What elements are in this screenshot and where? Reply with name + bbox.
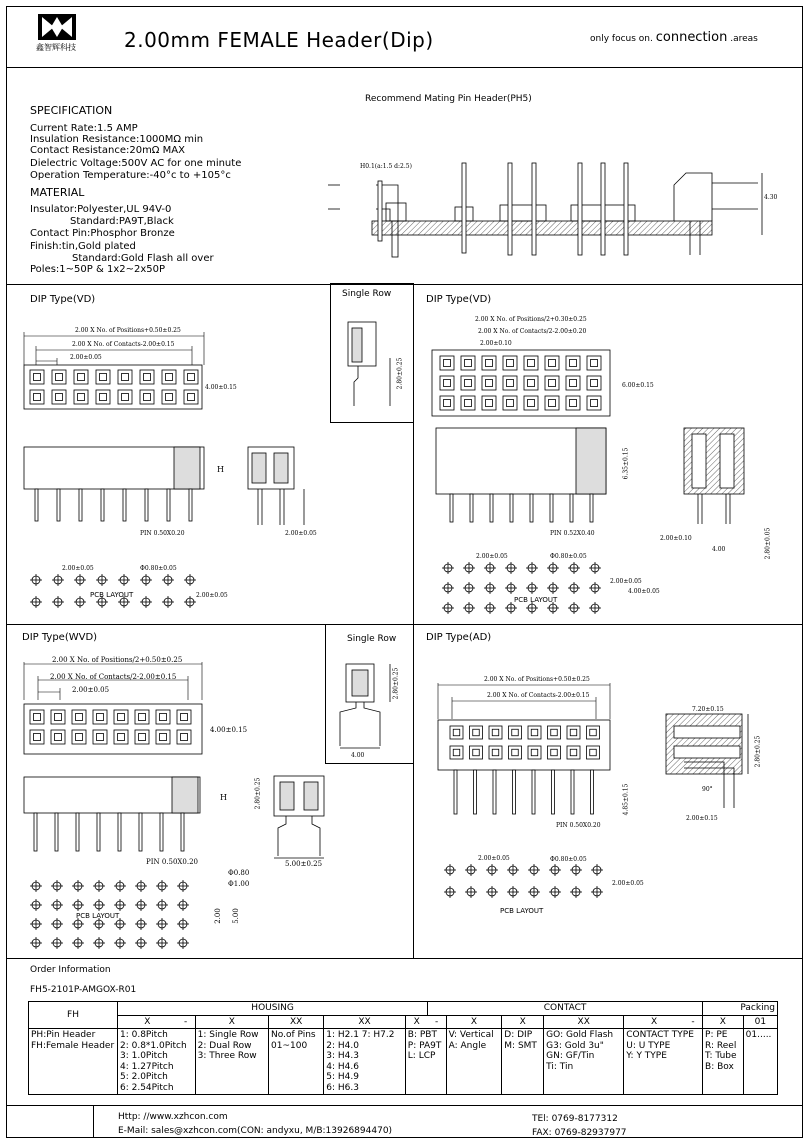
vd-right-top-view bbox=[432, 350, 612, 420]
dim-label: PIN 0.50X0.20 bbox=[556, 822, 601, 829]
contact-cell bbox=[489, 726, 502, 739]
mating-drawing bbox=[328, 155, 778, 265]
dim-label: 2.00 X No. of Positions+0.50±0.25 bbox=[75, 327, 181, 334]
code-cell: X bbox=[405, 1015, 427, 1029]
code-cell: 01 bbox=[743, 1015, 777, 1029]
contact-cell bbox=[524, 356, 538, 370]
contact-cell bbox=[114, 710, 128, 724]
dim-label: 2.00 X No. of Contacts/2-2.00±0.20 bbox=[478, 328, 587, 335]
pin bbox=[591, 770, 594, 814]
contact-cell bbox=[72, 710, 86, 724]
vd-left-top-view bbox=[24, 365, 204, 410]
contact-cell bbox=[587, 396, 601, 410]
code-cell: XX bbox=[324, 1015, 406, 1029]
contact-cell bbox=[52, 370, 66, 384]
option-cell: 1: H2.1 7: H7.2 2: H4.0 3: H4.3 4: H4.6 5: H4.9 6: H6.3 bbox=[324, 1029, 406, 1095]
code-cell: - bbox=[428, 1015, 447, 1029]
dim-label: 2.00±0.05 bbox=[196, 592, 228, 599]
pin bbox=[513, 770, 516, 814]
contact-cell bbox=[566, 376, 580, 390]
option-cell: B: PBT P: PA9T L: LCP bbox=[405, 1029, 446, 1095]
dim-label: 6.35±0.15 bbox=[622, 447, 630, 480]
contact-cell bbox=[72, 730, 86, 744]
telephone: TEl: 0769-8177312 bbox=[532, 1114, 618, 1124]
option-cell: 1: Single Row 2: Dual Row 3: Three Row bbox=[195, 1029, 268, 1095]
dim-label: 2.00 X No. of Contacts/2-2.00±0.15 bbox=[50, 673, 177, 681]
dim-label: 2.80±0.05 bbox=[764, 527, 772, 560]
option-cell: 1: 0.8Pitch 2: 0.8*1.0Pitch 3: 1.0Pitch 4: 1.27Pitch 5: 2.0Pitch 6: 2.54Pitch bbox=[118, 1029, 196, 1095]
dim-label: 2.80±0.25 bbox=[254, 777, 262, 810]
pin bbox=[493, 770, 496, 814]
pin bbox=[510, 494, 513, 522]
spec-line: Contact Resistance:20mΩ MAX bbox=[30, 145, 185, 156]
contact-cell bbox=[74, 390, 88, 404]
code-cell: X bbox=[446, 1015, 502, 1029]
contact-cell bbox=[567, 726, 580, 739]
contact-cell bbox=[118, 370, 132, 384]
option-cell: GO: Gold Flash G3: Gold 3u" GN: GF/Tin Ti: Tin bbox=[544, 1029, 624, 1095]
contact-cell bbox=[567, 746, 580, 759]
dim-label: 4.00 bbox=[712, 546, 726, 553]
pin bbox=[57, 489, 60, 521]
dim-label: 2.00±0.05 bbox=[72, 686, 110, 694]
ad-front-view bbox=[438, 720, 618, 820]
dim-label: 2.00±0.05 bbox=[612, 880, 644, 887]
contact-cell bbox=[587, 376, 601, 390]
wvd-top-view bbox=[24, 700, 204, 760]
pin bbox=[590, 494, 593, 522]
order-code: FH5-2101P-AMGOX-R01 bbox=[30, 985, 137, 995]
pin bbox=[571, 770, 574, 814]
contact-cell bbox=[528, 746, 541, 759]
contact-cell bbox=[30, 710, 44, 724]
tagline-end: .areas bbox=[730, 34, 758, 44]
vd-left-dimension-lines bbox=[24, 330, 214, 370]
contact-header: CONTACT bbox=[428, 1002, 703, 1016]
contact-cell bbox=[30, 390, 44, 404]
wvd-side-view bbox=[24, 775, 204, 855]
contact-cell bbox=[509, 746, 522, 759]
section-title: DIP Type(VD) bbox=[426, 294, 492, 305]
dim-label: 4.00±0.05 bbox=[628, 588, 660, 595]
contact-cell bbox=[461, 376, 475, 390]
ad-pcb bbox=[442, 862, 612, 902]
pcb-label: PCB LAYOUT bbox=[90, 591, 134, 599]
contact-cell bbox=[135, 730, 149, 744]
code-cell: XX bbox=[544, 1015, 624, 1029]
contact-cell bbox=[548, 726, 561, 739]
order-table bbox=[28, 1001, 778, 1095]
dim-label: H bbox=[220, 793, 227, 802]
dim-label: 7.20±0.15 bbox=[692, 706, 724, 713]
contact-cell bbox=[503, 356, 517, 370]
pin bbox=[490, 494, 493, 522]
pin bbox=[55, 813, 58, 851]
contact-cell bbox=[30, 730, 44, 744]
contact-cell bbox=[177, 710, 191, 724]
contact-cell bbox=[524, 396, 538, 410]
contact-cell bbox=[461, 396, 475, 410]
pin bbox=[123, 489, 126, 521]
dim-label: 2.00 X No. of Contacts-2.00±0.15 bbox=[487, 692, 590, 699]
packing-header: Packing bbox=[703, 1002, 778, 1016]
pin bbox=[145, 489, 148, 521]
pcb-label: PCB LAYOUT bbox=[514, 596, 558, 604]
mating-dim: 4.30 bbox=[764, 194, 778, 201]
contact-cell bbox=[162, 390, 176, 404]
contact-cell bbox=[524, 376, 538, 390]
spec-heading: SPECIFICATION bbox=[30, 104, 113, 117]
contact-cell bbox=[135, 710, 149, 724]
order-heading: Order Information bbox=[30, 965, 111, 975]
wvd-end-view bbox=[270, 772, 340, 862]
option-cell: P: PE R: Reel T: Tube B: Box bbox=[703, 1029, 744, 1095]
code-cell: - bbox=[177, 1015, 196, 1029]
option-cell: CONTACT TYPE U: U TYPE Y: Y TYPE bbox=[624, 1029, 703, 1095]
contact-cell bbox=[140, 370, 154, 384]
dim-label: 2.00 X No. of Positions/2+0.30±0.25 bbox=[475, 316, 587, 323]
material-line: Finish:tin,Gold plated bbox=[30, 241, 136, 252]
dim-label: PIN 0.50X0.20 bbox=[140, 530, 185, 537]
dim-label: 5.00±0.25 bbox=[285, 860, 323, 868]
dim-label: Φ1.00 bbox=[228, 880, 250, 888]
dim-label: 4.85±0.15 bbox=[622, 783, 630, 816]
contact-cell bbox=[118, 390, 132, 404]
code-cell: X bbox=[624, 1015, 684, 1029]
contact-cell bbox=[93, 730, 107, 744]
pin bbox=[552, 770, 555, 814]
option-cell: No.of Pins 01~100 bbox=[269, 1029, 324, 1095]
dim-label: 2.00±0.05 bbox=[285, 530, 317, 537]
dim-label: 2.00±0.05 bbox=[70, 354, 102, 361]
dim-label: Φ0.80±0.05 bbox=[550, 553, 587, 560]
code-cell: X bbox=[195, 1015, 268, 1029]
dim-label: 2.80±0.25 bbox=[392, 667, 400, 700]
vd-right-end-view bbox=[680, 428, 750, 528]
section-title: DIP Type(WVD) bbox=[22, 632, 98, 643]
pin bbox=[35, 489, 38, 521]
material-line: Contact Pin:Phosphor Bronze bbox=[30, 228, 175, 239]
pin bbox=[474, 770, 477, 814]
contact-cell bbox=[51, 710, 65, 724]
pin bbox=[181, 813, 184, 851]
pin bbox=[450, 494, 453, 522]
contact-cell bbox=[545, 376, 559, 390]
contact-cell bbox=[52, 390, 66, 404]
code-cell: X bbox=[118, 1015, 177, 1029]
contact-cell bbox=[587, 356, 601, 370]
contact-cell bbox=[470, 746, 483, 759]
contact-cell bbox=[74, 370, 88, 384]
contact-cell bbox=[156, 730, 170, 744]
tagline-small: only focus on. bbox=[590, 34, 653, 44]
contact-cell bbox=[470, 726, 483, 739]
pin bbox=[470, 494, 473, 522]
contact-cell bbox=[548, 746, 561, 759]
vd-right-pcb bbox=[440, 560, 610, 620]
contact-cell bbox=[30, 370, 44, 384]
dim-label: 2.00±0.10 bbox=[660, 535, 692, 542]
code-cell: - bbox=[684, 1015, 703, 1029]
contact-cell bbox=[482, 356, 496, 370]
tagline-big: connection bbox=[655, 30, 728, 45]
dim-label: 2.00±0.05 bbox=[476, 553, 508, 560]
contact-cell bbox=[184, 370, 198, 384]
pin bbox=[530, 494, 533, 522]
dim-label: 2.80±0.25 bbox=[396, 357, 404, 390]
dim-label: 2.00±0.05 bbox=[62, 565, 94, 572]
contact-cell bbox=[140, 390, 154, 404]
dim-label: 5.00 bbox=[231, 908, 240, 924]
dim-label: 2.00±0.05 bbox=[478, 855, 510, 862]
wvd-dimension-lines bbox=[24, 662, 214, 702]
spec-line: Operation Temperature:-40°c to +105°c bbox=[30, 170, 231, 181]
divider bbox=[6, 958, 803, 959]
email-link[interactable]: E-Mail: sales@xzhcon.com(CON: andyxu, M/B:13926894470) bbox=[118, 1126, 393, 1136]
dim-label: 4.00 bbox=[351, 752, 365, 759]
wvd-pcb bbox=[28, 878, 198, 948]
contact-cell bbox=[177, 730, 191, 744]
dim-label: 2.00 X No. of Positions/2+0.50±0.25 bbox=[52, 656, 183, 664]
dim-label: 2.00±0.05 bbox=[610, 578, 642, 585]
pcb-label: PCB LAYOUT bbox=[500, 907, 544, 915]
contact-cell bbox=[51, 730, 65, 744]
material-line: Poles:1~50P & 1x2~2x50P bbox=[30, 264, 166, 275]
option-cell: D: DIP M: SMT bbox=[502, 1029, 544, 1095]
single-row-label: Single Row bbox=[342, 289, 392, 299]
option-cell: 01..... bbox=[743, 1029, 777, 1095]
pcb-label: PCB LAYOUT bbox=[76, 912, 120, 920]
contact-cell bbox=[440, 376, 454, 390]
dim-label: Φ0.80±0.05 bbox=[140, 565, 177, 572]
dim-label: PIN 0.52X0.40 bbox=[550, 530, 595, 537]
ad-side-view bbox=[664, 712, 754, 812]
pin bbox=[160, 813, 163, 851]
contact-cell bbox=[450, 726, 463, 739]
contact-cell bbox=[450, 746, 463, 759]
pin bbox=[454, 770, 457, 814]
contact-cell bbox=[184, 390, 198, 404]
pin bbox=[570, 494, 573, 522]
option-cell: PH:Pin Header FH:Female Header bbox=[29, 1029, 118, 1095]
pin bbox=[167, 489, 170, 521]
dim-label: 4.00±0.15 bbox=[210, 726, 248, 734]
logo-text: 鑫智辉科技 bbox=[36, 43, 76, 52]
ad-dimension-lines bbox=[438, 683, 618, 723]
pin bbox=[532, 770, 535, 814]
dim-label: 2.00 X No. of Contacts-2.00±0.15 bbox=[72, 341, 175, 348]
dim-label: 6.00±0.15 bbox=[622, 382, 654, 389]
spec-line: Insulation Resistance:1000MΩ min bbox=[30, 134, 204, 145]
dim-label: Φ0.80 bbox=[228, 869, 250, 877]
mating-h-label: H0.1(a:1.5 d:2.5) bbox=[360, 163, 412, 170]
option-cell: V: Vertical A: Angle bbox=[446, 1029, 502, 1095]
material-line: Standard:Gold Flash all over bbox=[72, 253, 214, 264]
contact-cell bbox=[545, 356, 559, 370]
dim-label: 4.00±0.15 bbox=[205, 384, 237, 391]
vd-right-side-view bbox=[436, 428, 616, 528]
dim-label: 90° bbox=[702, 786, 713, 793]
pin bbox=[189, 489, 192, 521]
pin bbox=[34, 813, 37, 851]
mating-title: Recommend Mating Pin Header(PH5) bbox=[365, 94, 532, 104]
logo-icon bbox=[38, 14, 76, 40]
dim-label: 2.00 X No. of Positions+0.50±0.25 bbox=[484, 676, 590, 683]
divider bbox=[6, 1105, 803, 1106]
dim-label: 2.80±0.25 bbox=[754, 735, 762, 768]
contact-cell bbox=[482, 396, 496, 410]
single-row-view bbox=[340, 318, 400, 408]
divider bbox=[6, 67, 803, 68]
page-title: 2.00mm FEMALE Header(Dip) bbox=[124, 28, 434, 52]
contact-cell bbox=[489, 746, 502, 759]
dim-label: 2.00 bbox=[213, 908, 222, 924]
pin bbox=[101, 489, 104, 521]
pin bbox=[76, 813, 79, 851]
fax: FAX: 0769-82937977 bbox=[532, 1128, 627, 1138]
spec-line: Dielectric Voltage:500V AC for one minute bbox=[30, 158, 242, 169]
code-cell: X bbox=[703, 1015, 744, 1029]
dim-label: 2.00±0.10 bbox=[480, 340, 512, 347]
pin bbox=[139, 813, 142, 851]
contact-cell bbox=[509, 726, 522, 739]
contact-cell bbox=[587, 746, 600, 759]
material-line: Insulator:Polyester,UL 94V-0 bbox=[30, 204, 172, 215]
contact-cell bbox=[96, 370, 110, 384]
dim-label: 2.00±0.15 bbox=[686, 815, 718, 822]
contact-cell bbox=[482, 376, 496, 390]
single-row-label: Single Row bbox=[347, 634, 397, 644]
contact-cell bbox=[156, 710, 170, 724]
dim-label: H bbox=[217, 465, 224, 474]
material-heading: MATERIAL bbox=[30, 186, 85, 199]
pin bbox=[118, 813, 121, 851]
section-title: DIP Type(VD) bbox=[30, 294, 96, 305]
contact-cell bbox=[503, 396, 517, 410]
vd-left-side-view bbox=[24, 445, 204, 525]
contact-cell bbox=[114, 730, 128, 744]
contact-cell bbox=[587, 726, 600, 739]
section-title: DIP Type(AD) bbox=[426, 632, 492, 643]
fh-cell: FH bbox=[29, 1002, 118, 1029]
vd-left-pcb bbox=[28, 572, 198, 612]
spec-line: Current Rate:1.5 AMP bbox=[30, 123, 138, 134]
dim-label: Φ0.80±0.05 bbox=[550, 856, 587, 863]
contact-cell bbox=[566, 356, 580, 370]
pin bbox=[79, 489, 82, 521]
tagline bbox=[590, 30, 758, 45]
pin bbox=[97, 813, 100, 851]
contact-cell bbox=[440, 396, 454, 410]
divider bbox=[93, 1105, 94, 1138]
contact-cell bbox=[96, 390, 110, 404]
housing-header: HOUSING bbox=[118, 1002, 428, 1016]
code-cell: XX bbox=[269, 1015, 324, 1029]
contact-cell bbox=[162, 370, 176, 384]
contact-cell bbox=[566, 396, 580, 410]
code-cell: X bbox=[502, 1015, 544, 1029]
dim-label: PIN 0.50X0.20 bbox=[146, 858, 198, 866]
vd-left-end-view bbox=[244, 445, 314, 540]
contact-cell bbox=[440, 356, 454, 370]
contact-cell bbox=[528, 726, 541, 739]
contact-cell bbox=[461, 356, 475, 370]
pin bbox=[550, 494, 553, 522]
website-link[interactable]: Http: //www.xzhcon.com bbox=[118, 1112, 228, 1122]
material-line: Standard:PA9T,Black bbox=[70, 216, 174, 227]
contact-cell bbox=[93, 710, 107, 724]
contact-cell bbox=[545, 396, 559, 410]
contact-cell bbox=[503, 376, 517, 390]
